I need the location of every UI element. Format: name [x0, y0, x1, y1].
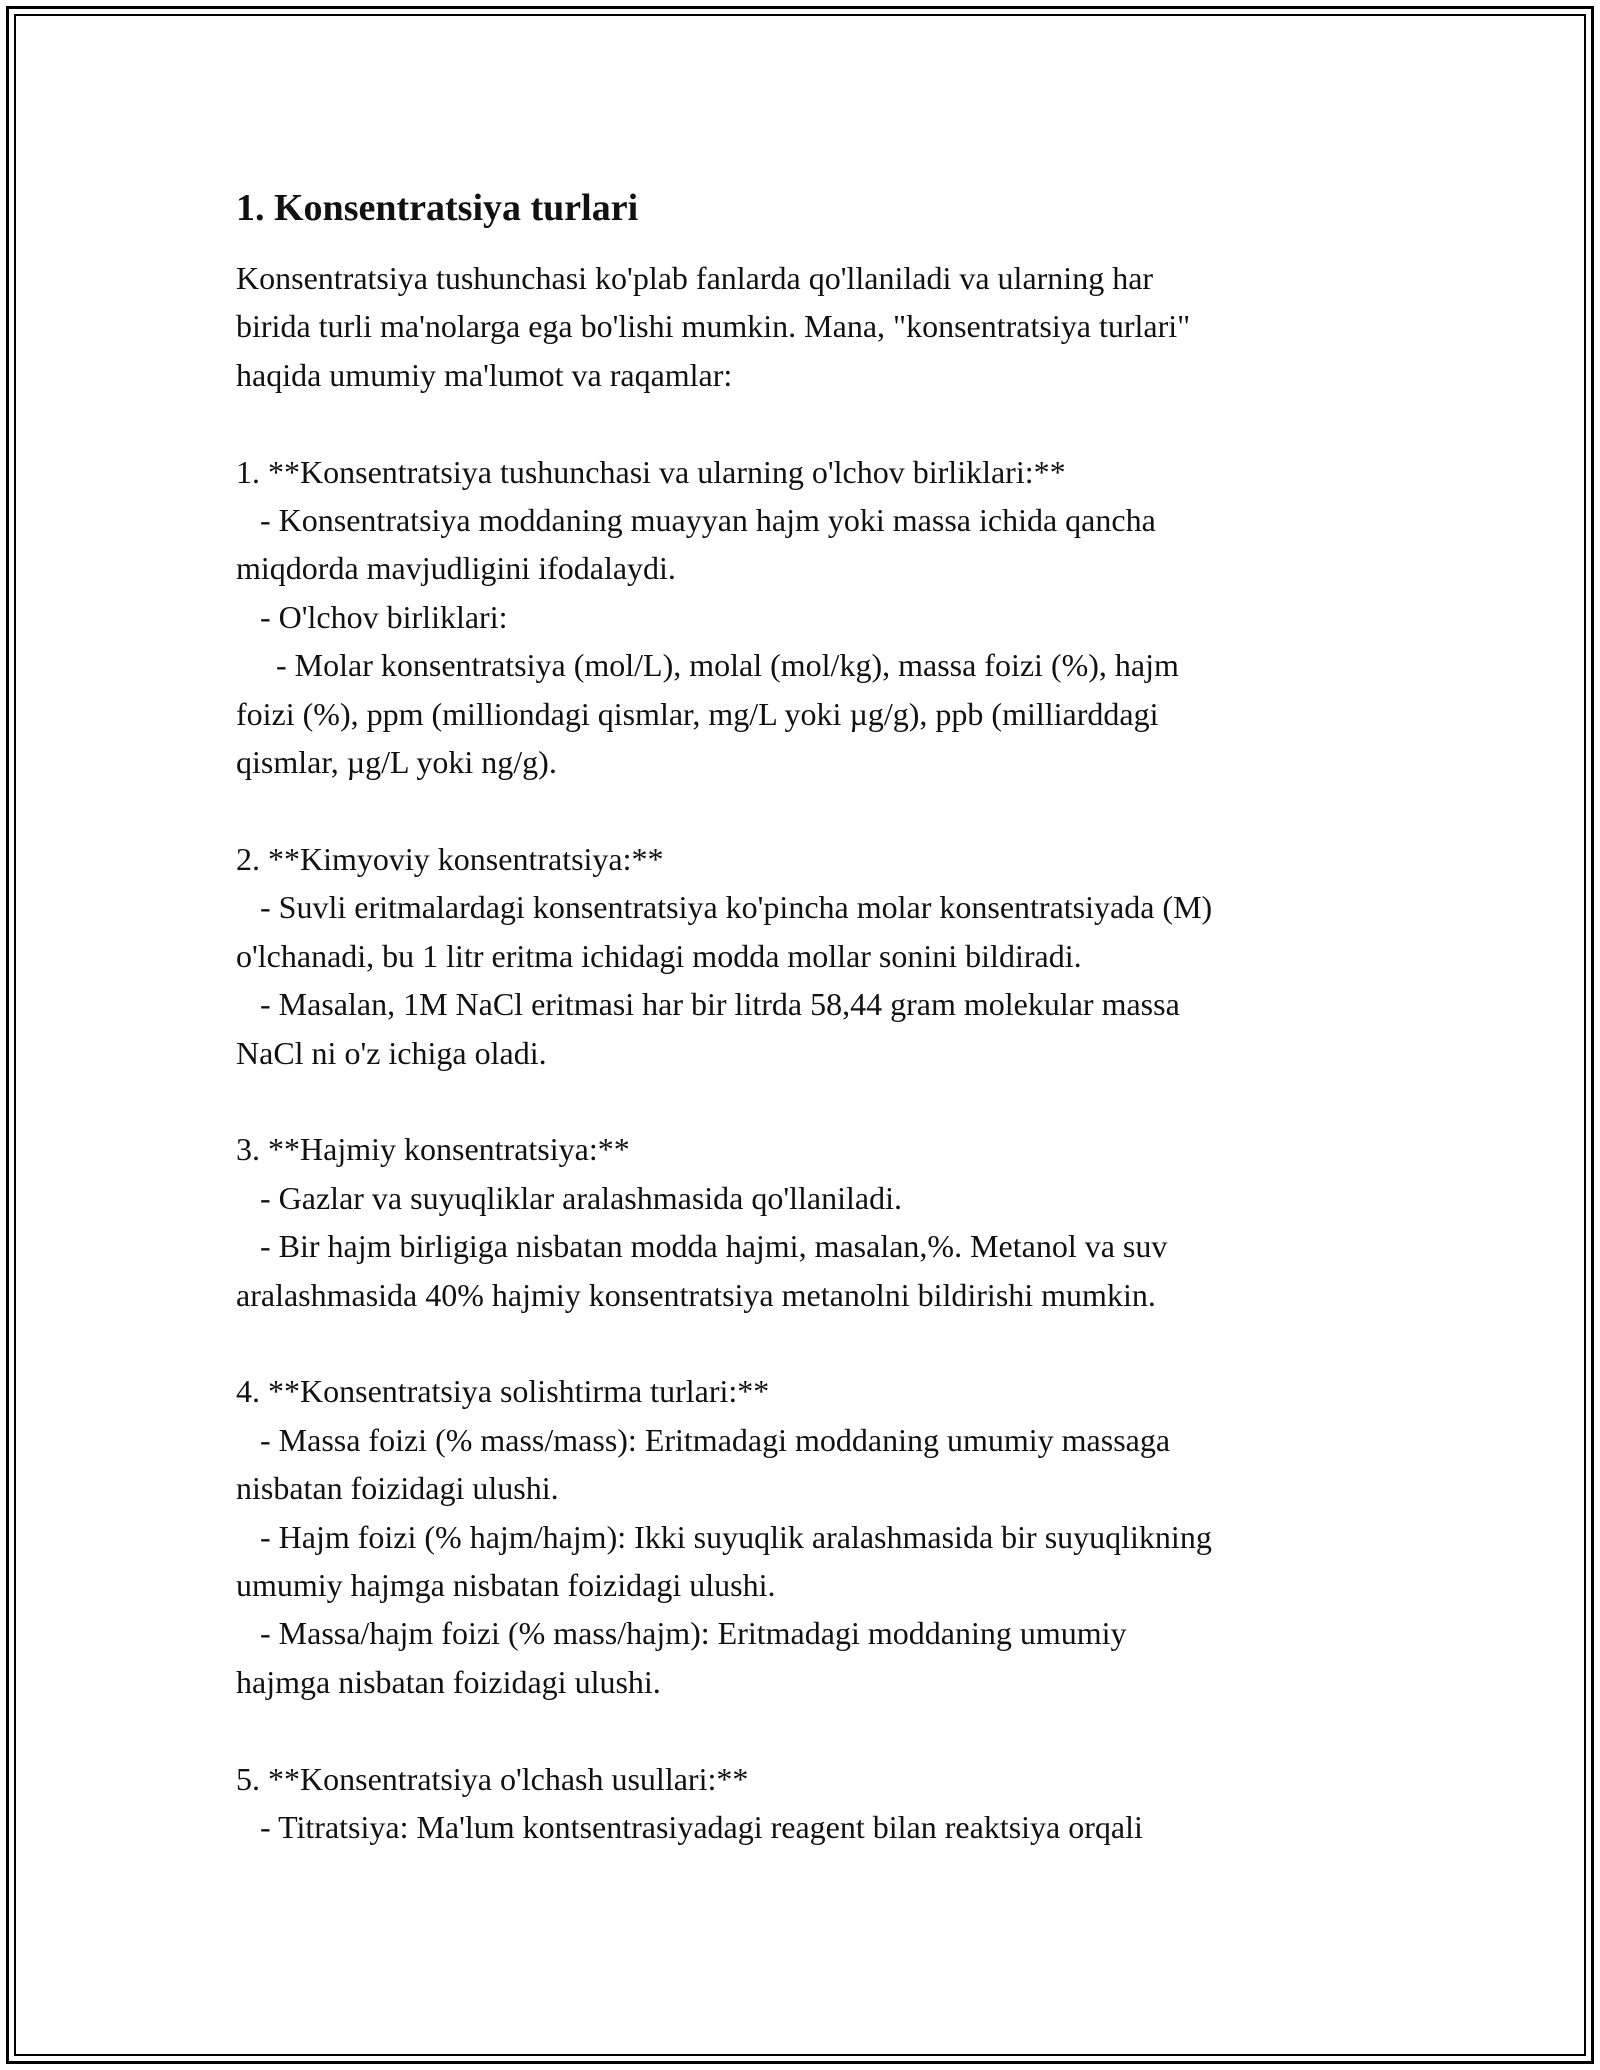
document-heading: 1. Konsentratsiya turlari [236, 187, 639, 229]
document-body: Konsentratsiya tushunchasi ko'plab fanlarda qo'llaniladi va ularning har birida turli ma'nolarga ega bo'lishi mumkin. Mana, "konsentratsiya turlari" haqida umumiy ma'lumot va raqamlar: 1. **Konsentratsiya tushunchasi va ularning o'lchov birliklari:** - Konsentratsiya moddaning muayyan hajm yoki massa ichida qancha miqdorda mavjudligini ifodalaydi. - O'lchov birliklari: - Molar konsentratsiya (mol/L), molal (mol/kg), massa foizi (%), hajm foizi (%), ppm (milliondagi qismlar, mg/L yoki µg/g), ppb (milliarddagi qismlar, µg/L yoki ng/g). 2. **Kimyoviy konsentratsiya:** - Suvli eritmalardagi konsentratsiya ko'pincha molar konsentratsiyada (M) o'lchanadi, bu 1 litr eritma ichidagi modda mollar sonini bildiradi. - Masalan, 1M NaCl eritmasi har bir litrda 58,44 gram molekular massa NaCl ni o'z ichiga oladi. 3. **Hajmiy konsentratsiya:** - Gazlar va suyuqliklar aralashmasida qo'llaniladi. - Bir hajm birligiga nisbatan modda hajmi, masalan,%. Metanol va suv aralashmasida 40% hajmiy konsentratsiya metanolni bildirishi mumkin. 4. **Konsentratsiya solishtirma turlari:** - Massa foizi (% mass/mass): Eritmadagi moddaning umumiy massaga nisbatan foizidagi ulushi. - Hajm foizi (% hajm/hajm): Ikki suyuqlik aralashmasida bir suyuqlikning umumiy hajmga nisbatan foizidagi ulushi. - Massa/hajm foizi (% mass/hajm): Eritmadagi moddaning umumiy hajmga nisbatan foizidagi ulushi. 5. **Konsentratsiya o'lchash usullari:** - Titratsiya: Ma'lum kontsentrasiyadagi reagent bilan reaktsiya orqali [236, 260, 1213, 1845]
document-page [236, 184, 1366, 1851]
